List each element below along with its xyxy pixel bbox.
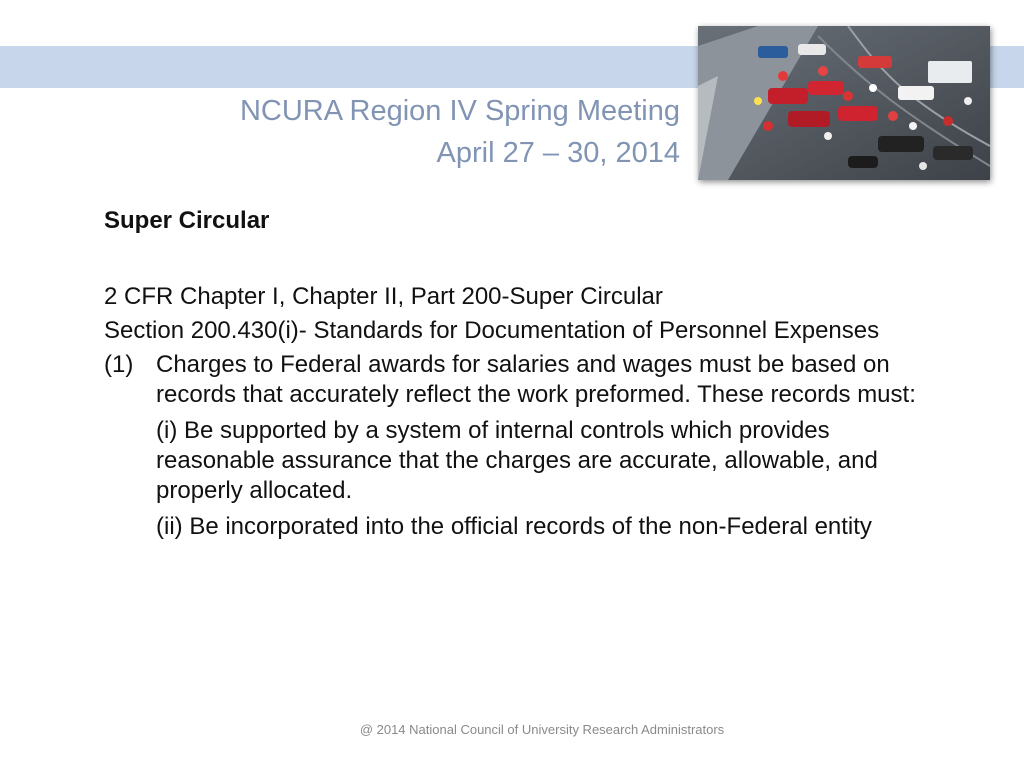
section-reference: Section 200.430(i)- Standards for Documentation of Personnel Expenses [104,317,880,344]
race-pit-photo [698,26,990,180]
item-text: Charges to Federal awards for salaries and wages must be based on records that accurately reflect the work preformed. These records must: [156,351,916,408]
cfr-reference: 2 CFR Chapter I, Chapter II, Part 200-Super Circular [104,283,663,310]
meeting-title-line2: April 27 – 30, 2014 [436,137,680,169]
numbered-item [104,350,934,410]
sub-item-ii: (ii) Be incorporated into the official records of the non-Federal entity [156,513,872,540]
slide-body [104,206,934,548]
slide-heading: Super Circular [104,207,270,234]
photo-image-icon [698,26,990,180]
meeting-title-line1: NCURA Region IV Spring Meeting [239,95,680,127]
sub-item-i: (i) Be supported by a system of internal controls which provides reasonable assurance that the charges are accurate, allowable, and properly allocated. [156,417,878,504]
item-number: (1) [104,351,134,378]
footer-copyright: @ 2014 National Council of University Research Administrators [359,722,725,737]
meeting-title [240,90,680,174]
